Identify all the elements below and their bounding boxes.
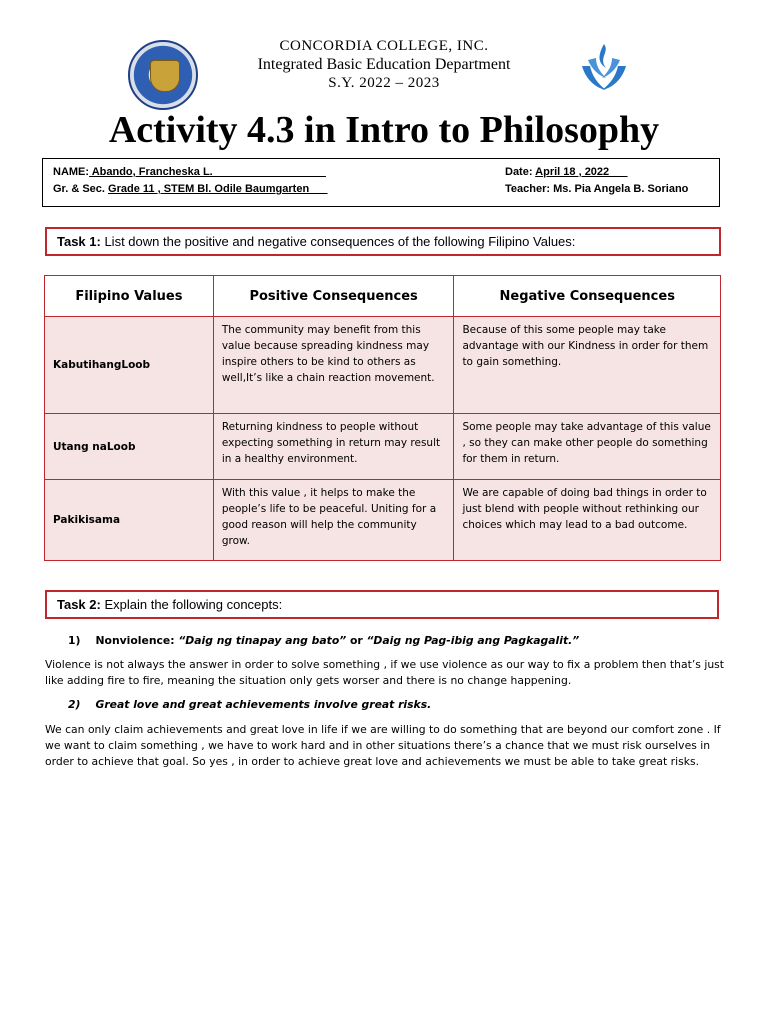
school-year: S.Y. 2022 – 2023: [328, 75, 440, 91]
row-positive: The community may benefit from this value because spreading kindness may inspire others to be kind to others as well,It’s like a chain reaction movement.: [213, 317, 454, 414]
concept-2-answer: We can only claim achievements and great love in life if we are willing to do something that are beyond our comfort zone . If we want to claim something , we have to work hard and in other situations there’s a chance that we must risk ourselves in order to achieve that goal. So yes , in order to achieve great love and achievements we must be able to take great risks.: [45, 723, 721, 768]
row-value: Pakikisama: [45, 480, 214, 561]
header-filipino-values: Filipino Values: [45, 276, 214, 317]
task1-label: Task 1:: [57, 234, 101, 249]
department-name: Integrated Basic Education Department: [257, 56, 511, 73]
table-row: [45, 414, 721, 480]
section-value: Grade 11 , STEM Bl. Odile Baumgarten___: [108, 183, 328, 195]
row-positive: With this value , it helps to make the people’s life to be peaceful. Uniting for a good reason will help the community grow.: [213, 480, 454, 561]
row-value: KabutihangLoob: [45, 317, 214, 414]
table-header-row: [45, 276, 721, 317]
page-title: Activity 4.3 in Intro to Philosophy: [108, 109, 660, 151]
teacher-line: Teacher: Ms. Pia Angela B. Soriano: [505, 183, 689, 195]
school-name: CONCORDIA COLLEGE, INC.: [279, 38, 489, 54]
header-positive: Positive Consequences: [213, 276, 454, 317]
row-value: Utang naLoob: [45, 414, 214, 480]
teacher-value: Ms. Pia Angela B. Soriano: [553, 183, 689, 195]
row-negative: Because of this some people may take advantage with our Kindness in order for them to gain something.: [454, 317, 721, 414]
date-line: Date: April 18 , 2022___: [505, 166, 628, 178]
concept-1-question: 1) Nonviolence: “Daig ng tinapay ang bato” or “Daig ng Pag-ibig ang Pagkagalit.”: [68, 634, 580, 647]
row-negative: Some people may take advantage of this value , so they can make other people do something for them in return.: [454, 414, 721, 480]
table-row: [45, 317, 721, 414]
section-line: Gr. & Sec. Grade 11 , STEM Bl. Odile Baumgarten___: [53, 183, 328, 195]
name-line: NAME: Abando, Francheska L._ _________________: [53, 166, 326, 178]
task2-text: Explain the following concepts:: [100, 597, 283, 612]
task2-box: [45, 590, 719, 619]
values-table: [44, 275, 721, 561]
date-value: April 18 , 2022___: [535, 166, 628, 178]
row-positive: Returning kindness to people without expecting something in return may result in a healthy environment.: [213, 414, 454, 480]
task2-label: Task 2:: [57, 597, 101, 612]
header-negative: Negative Consequences: [454, 276, 721, 317]
row-negative: We are capable of doing bad things in order to just blend with people without rethinking our choices which may lead to a bad outcome.: [454, 480, 721, 561]
concept-1-answer: Violence is not always the answer in order to solve something , if we use violence as our way to fix a problem then that’s just like adding fire to fire, meaning the situation only gets worser and there is no change happening.: [45, 658, 725, 687]
concept-2-question: 2) Great love and great achievements involve great risks.: [68, 698, 432, 711]
task1-text: List down the positive and negative consequences of the following Filipino Values:: [100, 234, 576, 249]
table-row: [45, 480, 721, 561]
name-value: Abando, Francheska L._ _________________: [89, 166, 326, 178]
task1-box: [45, 227, 721, 256]
